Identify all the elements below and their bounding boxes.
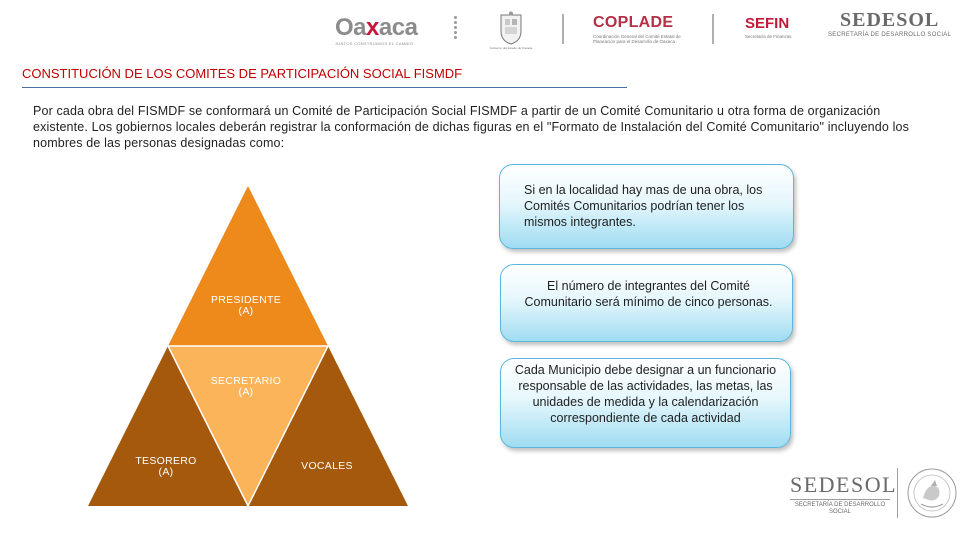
footer-sedesol-logo: SEDESOL SECRETARÍA DE DESARROLLO SOCIAL — [790, 472, 898, 515]
note-municipal-official: Cada Municipio debe designar a un funcionario responsable de las actividades, las metas, las unidades de medida y la calendarización correspondiente de cada actividad — [500, 358, 791, 448]
sefin-logo: SEFIN Secretaría de Finanzas — [745, 15, 792, 39]
role-presidente: PRESIDENTE (A) — [210, 294, 282, 317]
role-tesorero: TESORERO (A) — [135, 455, 197, 478]
coplade-logo: COPLADE Coordinación General del Comité Estatal de Planeación para el Desarrollo de Oaxaca — [593, 14, 681, 44]
role-vocales: VOCALES — [301, 460, 353, 472]
intro-paragraph: Por cada obra del FISMDF se conformará un Comité de Participación Social FISMDF a partir de un Comité Comunitario u otra forma de organización existente. Los gobiernos locales deberán registrar la conformación de dichas figuras en el "Formato de Instalación del Comité Comunitario" incluyendo los nombres de las personas designadas como: — [33, 104, 910, 150]
mexico-seal-icon — [905, 466, 959, 520]
footer-divider — [897, 468, 898, 518]
seal-caption: Gobierno del Estado de Oaxaca — [489, 46, 533, 50]
sedesol-logo: SEDESOL SECRETARÍA DE DESARROLLO SOCIAL — [828, 9, 952, 38]
oaxaca-logo: Oaxaca JUNTOS CONSTRUIMOS EL CAMBIO — [335, 14, 418, 46]
slide-title: CONSTITUCIÓN DE LOS COMITES DE PARTICIPACIÓN SOCIAL FISMDF — [22, 66, 463, 81]
pyramid-top-triangle — [168, 186, 328, 346]
note-multiple-works: Si en la localidad hay mas de una obra, los Comités Comunitarios podrían tener los mismos integrantes. — [499, 164, 794, 249]
note-minimum-members: El número de integrantes del Comité Comunitario será mínimo de cinco personas. — [500, 264, 793, 342]
role-secretario: SECRETARIO (A) — [210, 375, 282, 398]
